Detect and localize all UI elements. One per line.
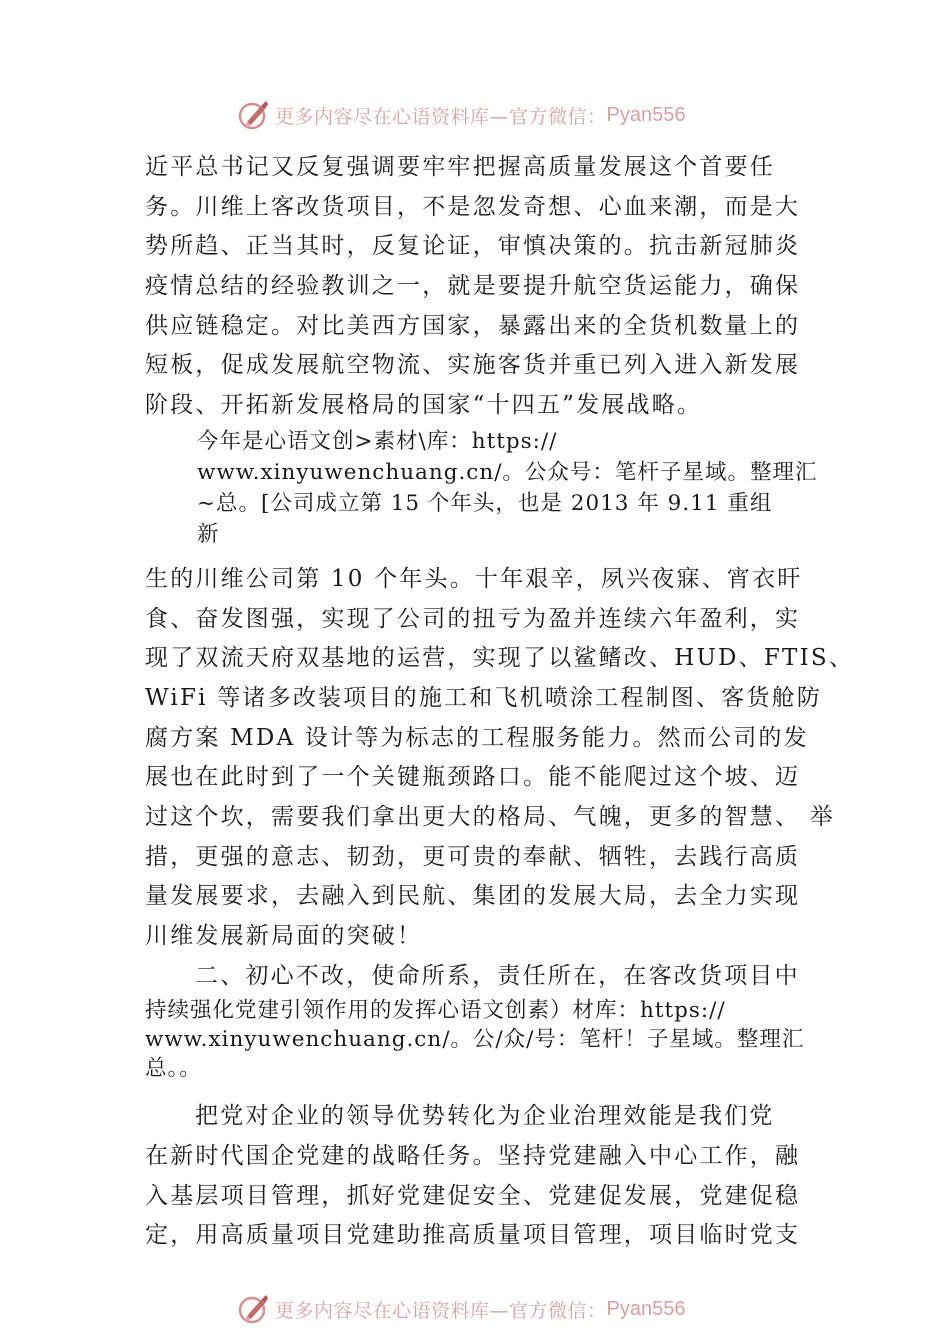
- banner-wechat-id: Pyan556: [606, 103, 686, 126]
- banner-wechat-id: Pyan556: [606, 1297, 686, 1320]
- banner-text: 更多内容尽在心语资料库—官方微信：: [275, 1299, 607, 1322]
- text-line: 总。。: [145, 1056, 202, 1082]
- paragraph-2: [145, 560, 855, 957]
- text-line: 生的川维公司第 10 个年头。十年艰辛，夙兴夜寐、宵衣旰: [145, 565, 803, 592]
- header-banner: [237, 98, 685, 132]
- text-line: 入基层项目管理，抓好党建促安全、党建促发展，党建促稳: [145, 1182, 801, 1209]
- text-line: 新: [197, 521, 220, 547]
- text-line: 定，用高质量项目党建助推高质量项目管理，项目临时党支: [145, 1222, 801, 1249]
- text-line: www.xinyuwenchuang.cn/。公/众/号：笔杆！子星域。整理汇: [145, 1027, 805, 1053]
- paragraph-1: [145, 148, 835, 426]
- text-line: 腐方案 MDA 设计等为标志的工程服务能力。然而公司的发: [145, 724, 809, 751]
- text-line: WiFi 等诸多改装项目的施工和飞机喷涂工程制图、客货舱防: [145, 684, 823, 711]
- text-line: ~总。[公司成立第 15 个年头，也是 2013 年 9.11 重组: [197, 490, 773, 516]
- text-line: www.xinyuwenchuang.cn/。公众号：笔杆子星域。整理汇: [197, 459, 818, 485]
- text-line: 现了双流天府双基地的运营，实现了以鲨鳍改、HUD、FTIS、: [145, 645, 855, 672]
- pen-logo-icon: [237, 1292, 271, 1326]
- text-line: 阶段、开拓新发展格局的国家“十四五”发展战略。: [145, 392, 703, 419]
- text-line: 把党对企业的领导优势转化为企业治理效能是我们党: [195, 1103, 775, 1130]
- text-line: 食、奋发图强，实现了公司的扭亏为盈并连续六年盈利，实: [145, 605, 801, 632]
- text-line: 短板，促成发展航空物流、实施客货并重已列入进入新发展: [145, 352, 801, 379]
- section-heading-2: 二、初心不改，使命所系，责任所在，在客改货项目中: [195, 962, 800, 989]
- pen-logo-icon: [237, 98, 271, 132]
- text-line: 供应链稳定。对比美西方国家，暴露出来的全货机数量上的: [145, 312, 801, 339]
- text-line: 势所趋、正当其时，反复论证，审慎决策的。抗击新冠肺炎: [145, 233, 801, 260]
- source-note-2: [145, 996, 835, 1083]
- text-line: 量发展要求，去融入到民航、集团的发展大局，去全力实现: [145, 883, 801, 910]
- footer-banner: [237, 1292, 685, 1326]
- text-line: 近平总书记又反复强调要牢牢把握高质量发展这个首要任: [145, 154, 775, 180]
- text-line: 在新时代国企党建的战略任务。坚持党建融入中心工作，融: [145, 1143, 801, 1170]
- text-line: 过这个坎，需要我们拿出更大的格局、气魄，更多的智慧、 举: [145, 803, 835, 830]
- text-line: 展也在此时到了一个关键瓶颈路口。能不能爬过这个坡、迈: [145, 764, 801, 791]
- paragraph-3: [145, 1097, 835, 1256]
- text-line: 今年是心语文创>素材\库：https://: [197, 428, 558, 454]
- text-line: 川维发展新局面的突破！: [145, 923, 423, 949]
- source-note-1: [145, 426, 835, 550]
- text-line: 疫情总结的经验教训之一，就是要提升航空货运能力，确保: [145, 273, 801, 300]
- text-line: 务。川维上客改货项目，不是忽发奇想、心血来潮，而是大: [145, 193, 801, 220]
- document-body: [145, 148, 855, 1256]
- text-line: 持续强化党建引领作用的发挥心语文创素）材库：https://: [145, 998, 726, 1024]
- text-line: 措，更强的意志、韧劲，更可贵的奉献、牺牲，去践行高质: [145, 843, 801, 870]
- banner-text: 更多内容尽在心语资料库—官方微信：: [275, 105, 607, 128]
